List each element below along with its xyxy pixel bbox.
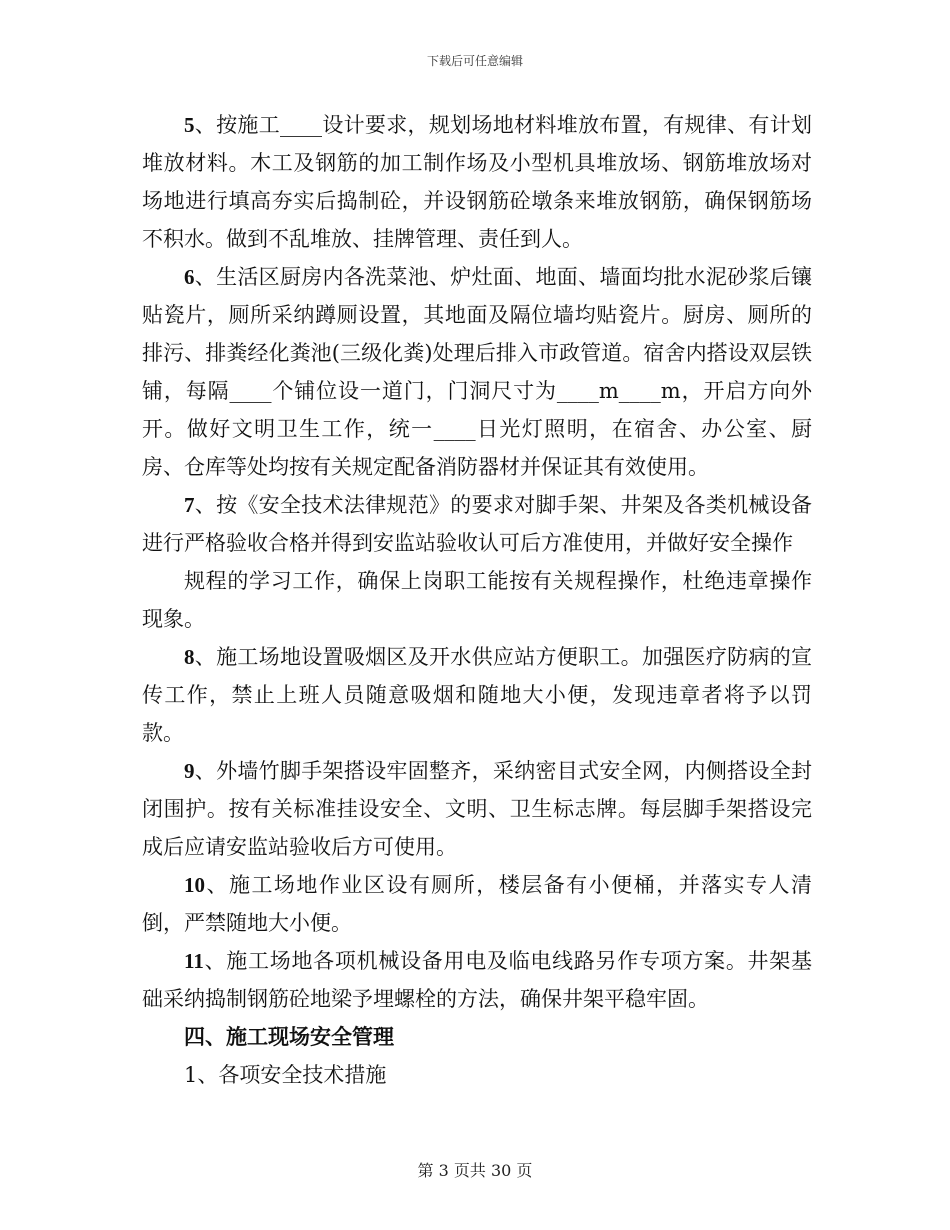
item-number: 6 [184, 265, 195, 289]
item-number: 9 [184, 759, 195, 783]
paragraph-6 [142, 258, 812, 486]
page-footer: 第 3 页共 30 页 [417, 1161, 533, 1180]
item-number: 11 [184, 949, 204, 973]
item-number: 7 [184, 493, 195, 517]
paragraph-7 [142, 486, 812, 562]
paragraph-text: 、按《安全技术法律规范》的要求对脚手架、井架及各类机械设备进行严格验收合格并得到安监站验收认可后方准使用，并做好安全操作 [142, 493, 812, 555]
paragraph-8 [142, 638, 812, 752]
paragraph-text: 、施工场地各项机械设备用电及临电线路另作专项方案。井架基础采纳捣制钢筋砼地梁予埋螺栓的方法，确保井架平稳牢固。 [142, 949, 812, 1011]
item-number: 1 [184, 1063, 198, 1087]
paragraph-9 [142, 752, 812, 866]
sub-item-1 [142, 1056, 812, 1094]
section-heading: 四、施工现场安全管理 [184, 1024, 394, 1049]
paragraph-text: 规程的学习工作，确保上岗职工能按有关规程操作，杜绝违章操作现象。 [142, 569, 812, 631]
paragraph-text: 、生活区厨房内各洗菜池、炉灶面、地面、墙面均批水泥砂浆后镶贴瓷片，厕所采纳蹲厕设置，其地面及隔位墙均贴瓷片。厨房、厕所的排污、排粪经化粪池(三级化粪)处理后排入市政管道。宿舍内搭设双层铁铺，每隔____个铺位设一道门，门洞尺寸为____m____m，开启方向外开。做好文明卫生工作，统一____日光灯照明，在宿舍、办公室、厨房、仓库等处均按有关规定配备消防器材并保证其有效使用。 [142, 265, 812, 479]
item-number: 5 [184, 113, 195, 137]
paragraph-7-continued [142, 562, 812, 638]
paragraph-text: 、外墙竹脚手架搭设牢固整齐，采纳密目式安全网，内侧搭设全封闭围护。按有关标准挂设安全、文明、卫生标志牌。每层脚手架搭设完成后应请安监站验收后方可使用。 [142, 759, 812, 859]
paragraph-text: 、按施工____设计要求，规划场地材料堆放布置，有规律、有计划堆放材料。木工及钢筋的加工制作场及小型机具堆放场、钢筋堆放场对场地进行填高夯实后捣制砼，并设钢筋砼墩条来堆放钢筋，确保钢筋场不积水。做到不乱堆放、挂牌管理、责任到人。 [142, 113, 812, 251]
paragraph-10 [142, 866, 812, 942]
paragraph-11 [142, 942, 812, 1018]
paragraph-text: 、施工场地作业区设有厕所，楼层备有小便桶，并落实专人清倒，严禁随地大小便。 [142, 873, 812, 935]
header-note: 下载后可任意编辑 [426, 54, 523, 68]
paragraph-text: 、施工场地设置吸烟区及开水供应站方便职工。加强医疗防病的宣传工作，禁止上班人员随意吸烟和随地大小便，发现违章者将予以罚款。 [142, 645, 812, 745]
item-number: 10 [184, 873, 205, 897]
paragraph-5 [142, 106, 812, 258]
item-number: 8 [184, 645, 195, 669]
document-body [142, 106, 812, 1094]
paragraph-text: 、各项安全技术措施 [197, 1063, 387, 1087]
